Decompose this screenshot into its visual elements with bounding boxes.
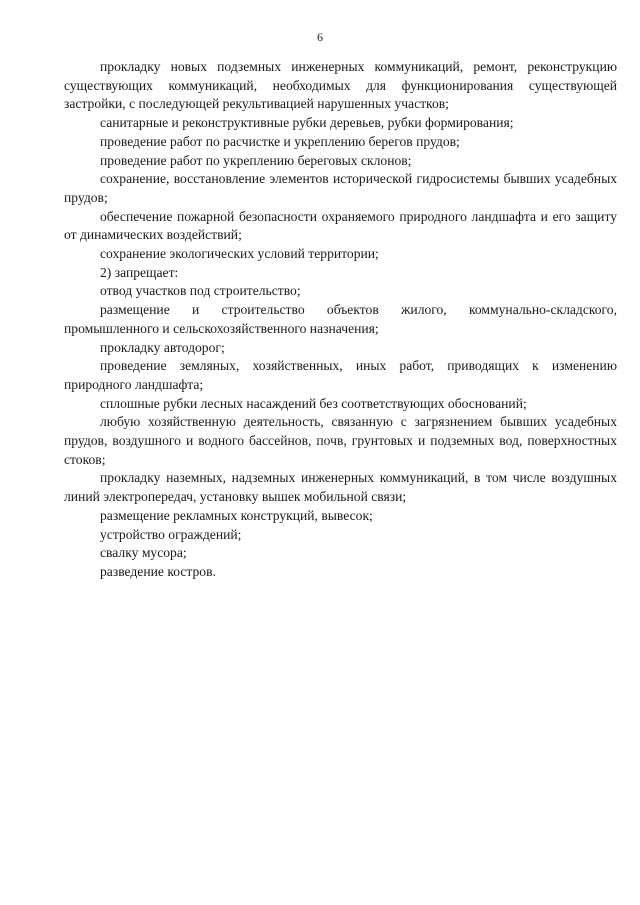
paragraph-permitted-tree-felling: санитарные и реконструктивные рубки деревьев, рубки формирования; [100, 115, 514, 131]
paragraph-permitted-fire-safety: обеспечение пожарной безопасности охраняемого природного ландшафта и его защиту от динамических воздействий; [64, 208, 617, 243]
paragraph-prohibited-fires: разведение костров. [100, 563, 216, 579]
paragraph-prohibited-fencing: устройство ограждений; [100, 526, 242, 542]
paragraph-permitted-hydrosystem: сохранение, восстановление элементов исторической гидросистемы бывших усадебных прудов; [64, 171, 617, 205]
paragraph-prohibited-pollution: любую хозяйственную деятельность, связанную с загрязнением бывших усадебных прудов, воздушного и водного бассейнов, почв, грунтовых и подземных вод, поверхностных стоков; [64, 414, 617, 467]
paragraph-prohibited-overhead-utilities: прокладку наземных, надземных инженерных коммуникаций, в том числе воздушных линий электропередач, установку вышек мобильной связи; [64, 470, 617, 505]
paragraph-prohibited-roads: прокладку автодорог; [100, 339, 225, 355]
paragraph-prohibited-construction: размещение и строительство объектов жилого, коммунально-складского, промышленного и сельскохозяйственного назначения; [64, 302, 617, 336]
paragraph-permitted-utilities: прокладку новых подземных инженерных коммуникаций, ремонт, реконструкцию существующих коммуникаций, необходимых для функционирования существующей застройки, с последующей рекультивацией нарушенных участков; [64, 59, 617, 112]
document-body [64, 58, 617, 582]
paragraph-permitted-slopes: проведение работ по укреплению береговых склонов; [100, 152, 412, 168]
paragraph-permitted-ecology: сохранение экологических условий территории; [100, 246, 379, 262]
paragraph-prohibited-clear-cutting: сплошные рубки лесных насаждений без соответствующих обоснований; [100, 395, 527, 411]
paragraph-prohibited-dumping: свалку мусора; [100, 545, 187, 561]
section-heading-prohibits: 2) запрещает: [100, 264, 179, 280]
paragraph-prohibited-earthworks: проведение земляных, хозяйственных, иных работ, приводящих к изменению природного ландшафта; [64, 358, 617, 392]
paragraph-permitted-pond-banks: проведение работ по расчистке и укреплению берегов прудов; [100, 133, 460, 149]
paragraph-prohibited-land-allocation: отвод участков под строительство; [100, 283, 301, 299]
page-number: 6 [317, 30, 323, 44]
paragraph-prohibited-advertising: размещение рекламных конструкций, вывесок; [100, 507, 373, 523]
